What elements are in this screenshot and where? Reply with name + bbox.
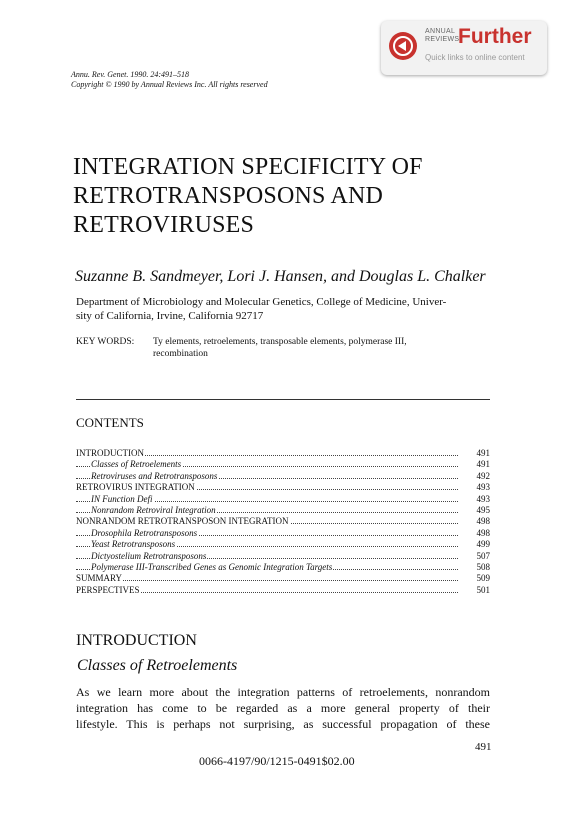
badge-further-label: Further (458, 25, 532, 48)
toc-entry-label: Nonrandom Retroviral Integration (91, 505, 216, 515)
body-text-line-3: lifestyle. This is perhaps not surprising, as successful propagation of these (76, 717, 490, 731)
toc-entry (76, 516, 490, 527)
toc-entry-label: Retroviruses and Retrotransposons (91, 470, 218, 481)
toc-entry-page: 508 (476, 562, 490, 572)
toc-entry-page: 492 (476, 470, 490, 481)
toc-entry-page: 501 (476, 584, 490, 595)
badge-reviews-label: REVIEWS (425, 36, 460, 43)
keywords-label: KEY WORDS: (76, 337, 135, 347)
copyright-notice: Copyright © 1990 by Annual Reviews Inc. All rights reserved (71, 80, 268, 89)
toc-entry-label: PERSPECTIVES (76, 584, 140, 595)
body-text-line-1: As we learn more about the integration patterns of retroelements, nonrandom (76, 685, 490, 699)
journal-citation: Annu. Rev. Genet. 1990. 24:491–518 (71, 70, 190, 79)
toc-entry-label: Drosophila Retrotransposons (91, 527, 198, 538)
toc-entry-label: Yeast Retrotransposons (91, 539, 176, 550)
toc-entry (76, 528, 490, 539)
author-list: Suzanne B. Sandmeyer, Lori J. Hansen, and Douglas L. Chalker (75, 268, 486, 285)
toc-entry-page: 495 (476, 505, 490, 515)
toc-entry-label: Polymerase III-Transcribed Genes as Genomic Integration Targets (91, 562, 333, 572)
toc-entry-page: 498 (476, 527, 490, 538)
toc-entry (76, 448, 490, 459)
further-badge[interactable] (381, 21, 547, 75)
toc-entry-label: NONRANDOM RETROTRANSPOSON INTEGRATION (76, 516, 289, 527)
page-number: 491 (475, 741, 492, 753)
toc-entry (76, 539, 490, 550)
toc-entry (76, 471, 490, 482)
toc-entry (76, 573, 490, 584)
body-text-line-2: integration has come to be regarded as a more general property of their (76, 701, 490, 715)
article-title-line-3: RETROVIRUSES (73, 212, 255, 238)
toc-entry (76, 562, 490, 573)
toc-entry-label: Classes of Retroelements (91, 459, 182, 470)
toc-leader-dots (76, 580, 458, 581)
toc-entry-label: RETROVIRUS INTEGRATION (76, 482, 195, 493)
toc-entry-page: 493 (476, 493, 490, 504)
toc-entry-page: 493 (476, 482, 490, 493)
toc-entry-label: SUMMARY (76, 573, 123, 584)
classes-subheading: Classes of Retroelements (77, 657, 238, 674)
toc-entry-label: INTRODUCTION (76, 448, 144, 458)
toc-entry (76, 505, 490, 516)
toc-entry-page: 491 (476, 448, 490, 458)
introduction-heading: INTRODUCTION (76, 632, 197, 649)
toc-entry-label: Dictyostelium Retrotransposons (91, 550, 207, 561)
badge-annual-label: ANNUAL (425, 28, 456, 35)
toc-entry-label: IN Function Defi (91, 493, 153, 504)
toc-entry-page: 491 (476, 459, 490, 470)
toc-entry (76, 494, 490, 505)
keywords-line-2: recombination (153, 349, 208, 359)
badge-subtitle: Quick links to online content (425, 53, 525, 62)
toc-entry (76, 459, 490, 470)
article-title-line-1: INTEGRATION SPECIFICITY OF (73, 154, 423, 180)
keywords-line-1: Ty elements, retroelements, transposable elements, polymerase III, (153, 337, 407, 347)
section-divider (76, 399, 490, 400)
toc-entry (76, 482, 490, 493)
toc-entry (76, 551, 490, 562)
toc-entry (76, 585, 490, 596)
contents-heading: CONTENTS (76, 415, 144, 430)
toc-entry-page: 507 (476, 550, 490, 561)
footer-code: 0066-4197/90/1215-0491$02.00 (199, 754, 355, 768)
toc-entry-page: 499 (476, 539, 490, 550)
affiliation-line-1: Department of Microbiology and Molecular Genetics, College of Medicine, Univer- (76, 296, 447, 308)
affiliation-line-2: sity of California, Irvine, California 92717 (76, 310, 264, 322)
play-back-icon (389, 32, 417, 60)
toc-entry-page: 498 (476, 516, 490, 527)
toc-entry-page: 509 (476, 573, 490, 584)
article-title-line-2: RETROTRANSPOSONS AND (73, 183, 384, 209)
